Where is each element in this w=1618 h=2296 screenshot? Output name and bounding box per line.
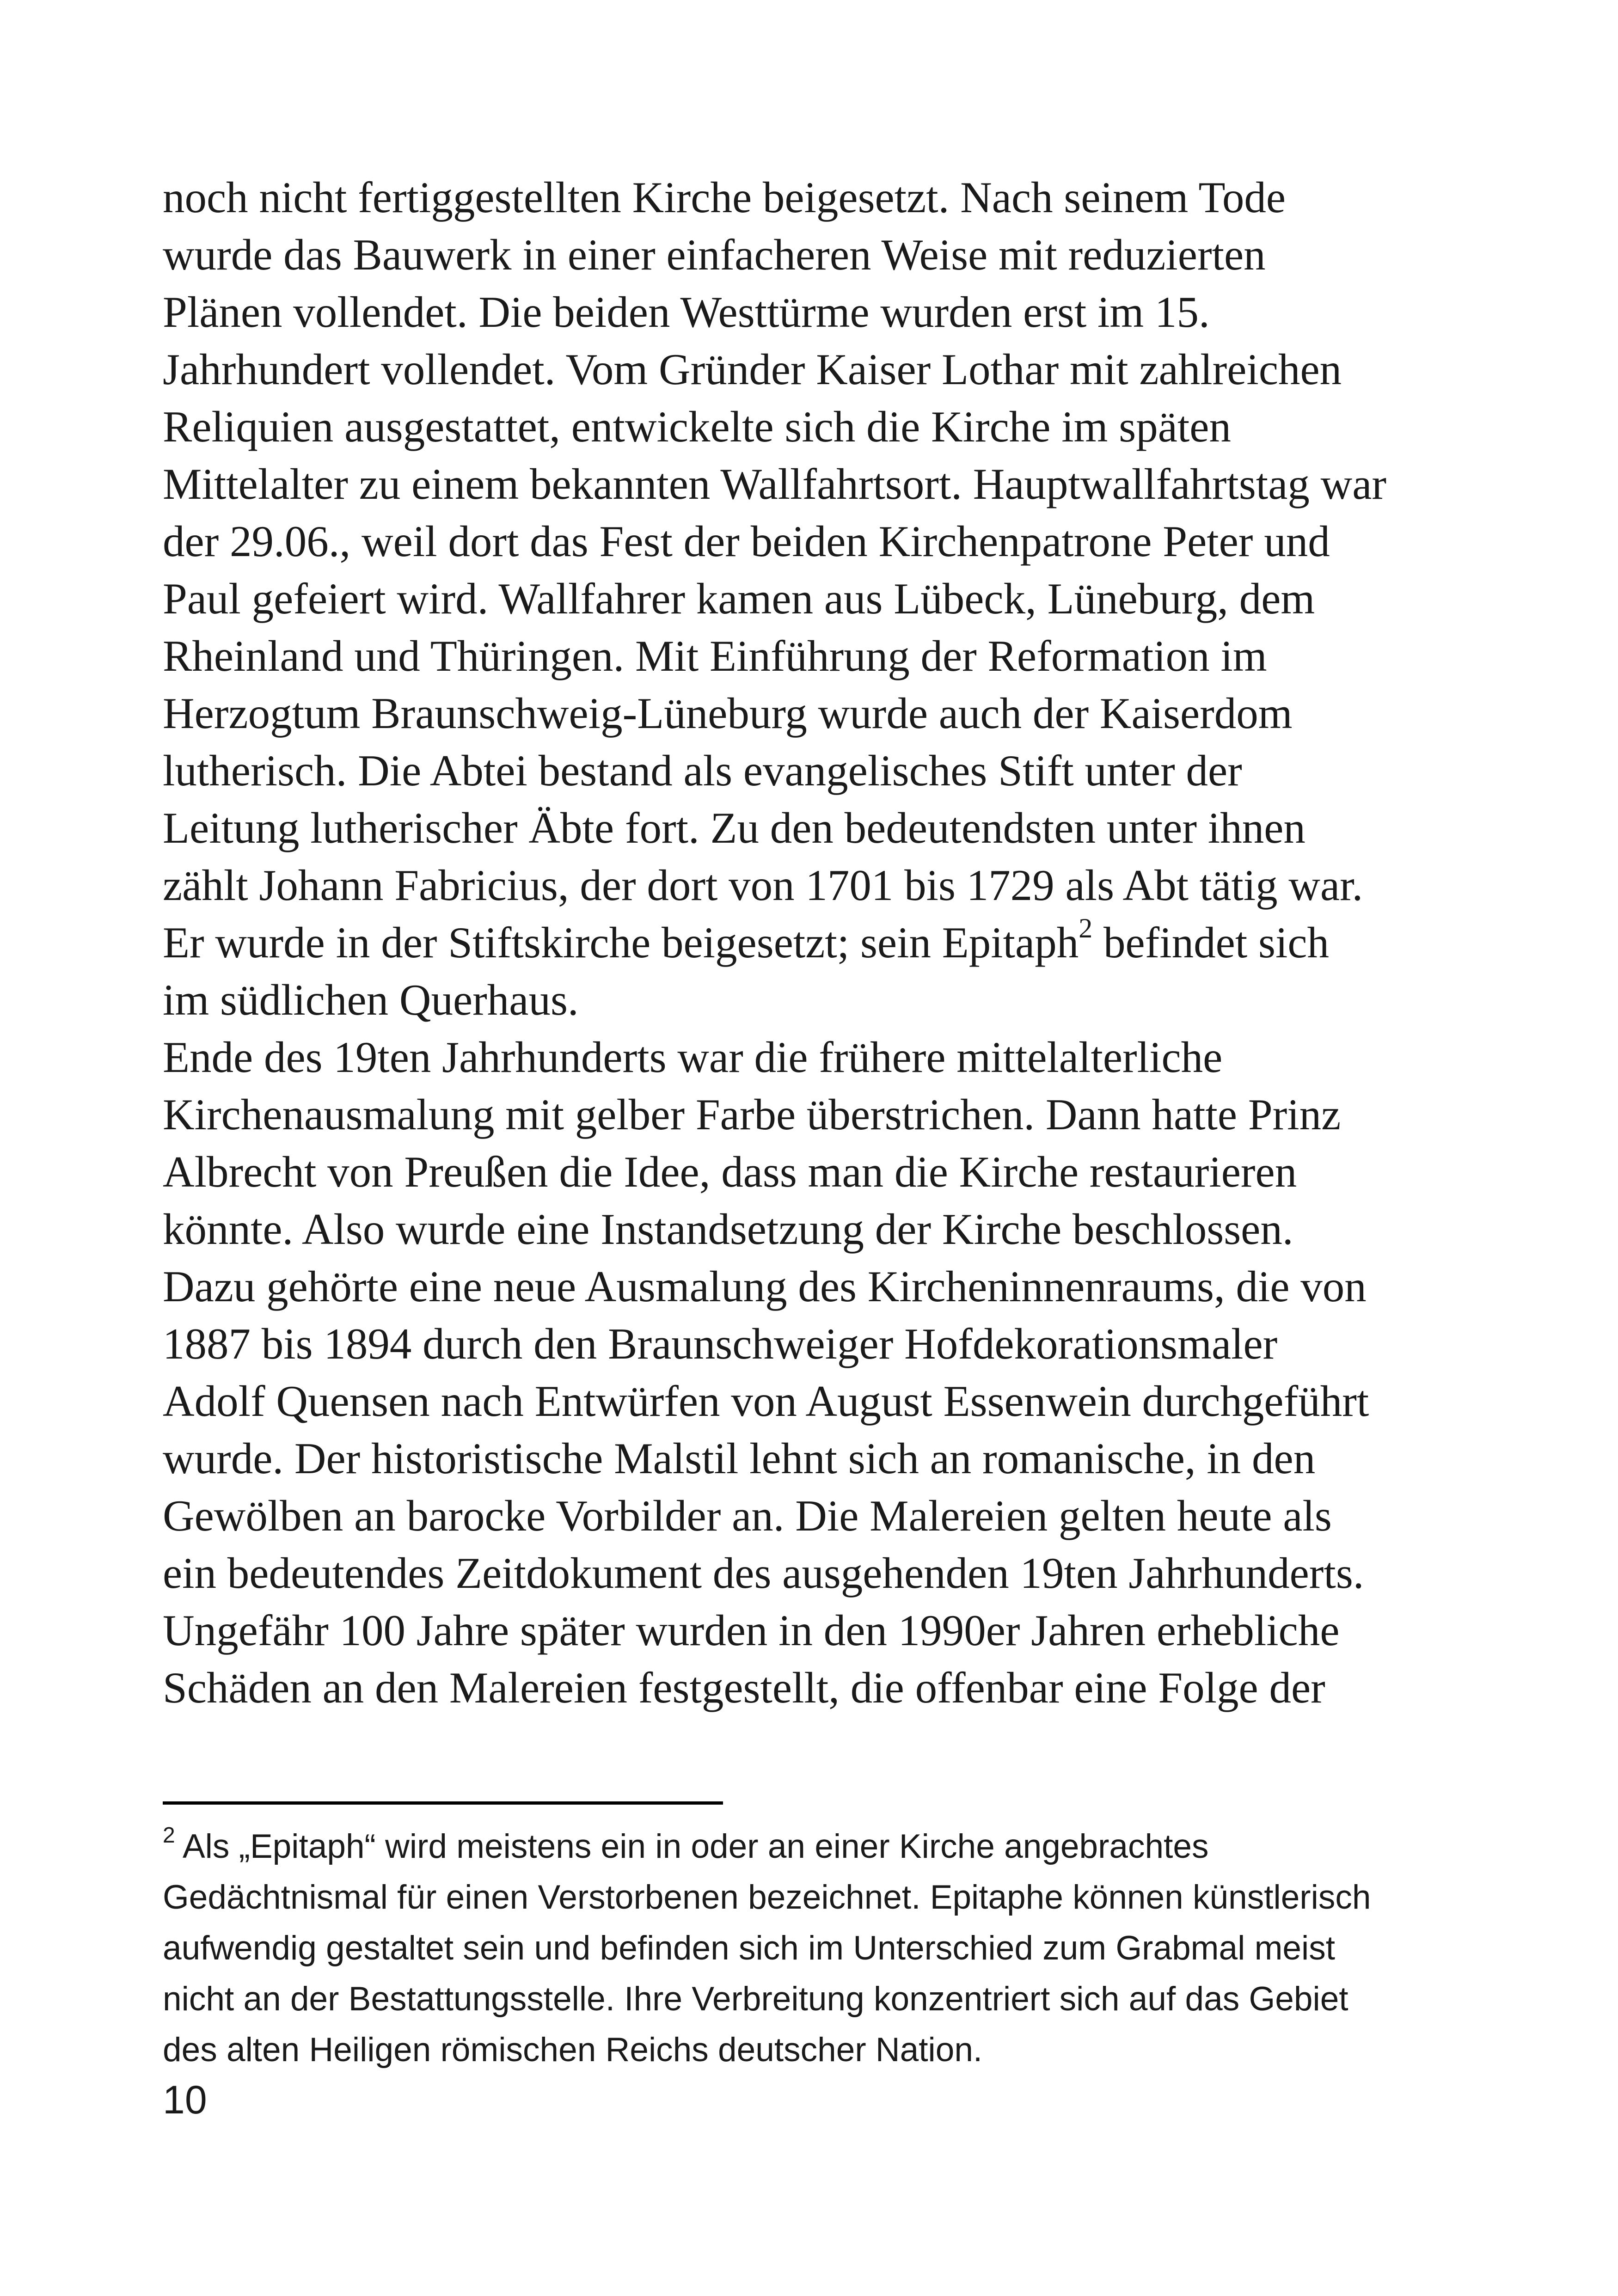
body-line: Dazu gehörte eine neue Ausmalung des Kircheninnenraums, die von xyxy=(163,1262,1367,1311)
body-line: Albrecht von Preußen die Idee, dass man die Kirche restaurieren xyxy=(163,1147,1297,1196)
footnote-text: Als „Epitaph“ wird meistens ein in oder an einer Kirche angebrachtes xyxy=(175,1828,1209,1865)
footnote-marker: 2 xyxy=(163,1823,175,1848)
body-line: Ungefähr 100 Jahre später wurden in den 1990er Jahren erhebliche xyxy=(163,1606,1340,1655)
body-line: der 29.06., weil dort das Fest der beiden Kirchenpatrone Peter und xyxy=(163,517,1330,566)
body-line: Gewölben an barocke Vorbilder an. Die Malereien gelten heute als xyxy=(163,1491,1332,1540)
body-text xyxy=(163,169,1480,1716)
body-line: Leitung lutherischer Äbte fort. Zu den bedeutendsten unter ihnen xyxy=(163,803,1305,852)
footnote-line: aufwendig gestaltet sein und befinden sich im Unterschied zum Grabmal meist xyxy=(163,1929,1336,1967)
body-line: könnte. Also wurde eine Instandsetzung der Kirche beschlossen. xyxy=(163,1205,1293,1254)
body-line: Adolf Quensen nach Entwürfen von August Essenwein durchgeführt xyxy=(163,1377,1369,1426)
body-line: lutherisch. Die Abtei bestand als evangelisches Stift unter der xyxy=(163,746,1242,795)
body-line: zählt Johann Fabricius, der dort von 1701 bis 1729 als Abt tätig war. xyxy=(163,861,1363,910)
body-line: Rheinland und Thüringen. Mit Einführung der Reformation im xyxy=(163,631,1267,680)
page-number: 10 xyxy=(163,2078,207,2122)
body-line: im südlichen Querhaus. xyxy=(163,975,579,1024)
epitaph-text-continued: befindet sich xyxy=(1092,918,1330,967)
body-line: Ende des 19ten Jahrhunderts war die frühere mittelalterliche xyxy=(163,1033,1223,1082)
body-line: Mittelalter zu einem bekannten Wallfahrtsort. Hauptwallfahrtstag war xyxy=(163,459,1387,508)
body-line: Paul gefeiert wird. Wallfahrer kamen aus Lübeck, Lüneburg, dem xyxy=(163,574,1315,623)
footnote xyxy=(163,1821,1480,2076)
body-line: Plänen vollendet. Die beiden Westtürme wurden erst im 15. xyxy=(163,288,1210,337)
epitaph-text: Er wurde in der Stiftskirche beigesetzt; sein Epitaph xyxy=(163,918,1079,967)
body-line: wurde das Bauwerk in einer einfacheren Weise mit reduzierten xyxy=(163,230,1266,279)
body-line: Schäden an den Malereien festgestellt, die offenbar eine Folge der xyxy=(163,1663,1325,1712)
footnote-reference[interactable]: 2 xyxy=(1079,913,1093,944)
body-line: Jahrhundert vollendet. Vom Gründer Kaiser Lothar mit zahlreichen xyxy=(163,345,1342,394)
body-line: wurde. Der historistische Malstil lehnt sich an romanische, in den xyxy=(163,1434,1316,1483)
footnote-line: des alten Heiligen römischen Reichs deutscher Nation. xyxy=(163,2031,983,2069)
footnote-line: Gedächtnismal für einen Verstorbenen bezeichnet. Epitaphe können künstlerisch xyxy=(163,1879,1371,1916)
body-line: Herzogtum Braunschweig-Lüneburg wurde auch der Kaiserdom xyxy=(163,689,1293,738)
footnote-separator xyxy=(163,1801,723,1805)
body-line: 1887 bis 1894 durch den Braunschweiger Hofdekorationsmaler xyxy=(163,1319,1278,1368)
footnote-line: nicht an der Bestattungsstelle. Ihre Verbreitung konzentriert sich auf das Gebiet xyxy=(163,1980,1348,2018)
body-line: noch nicht fertiggestellten Kirche beigesetzt. Nach seinem Tode xyxy=(163,173,1286,222)
footnote-line xyxy=(163,1821,1480,1872)
body-line: Kirchenausmalung mit gelber Farbe überstrichen. Dann hatte Prinz xyxy=(163,1090,1341,1139)
body-line-with-footnote xyxy=(163,914,1480,971)
body-line: Reliquien ausgestattet, entwickelte sich die Kirche im späten xyxy=(163,402,1231,451)
body-line: ein bedeutendes Zeitdokument des ausgehenden 19ten Jahrhunderts. xyxy=(163,1549,1364,1598)
